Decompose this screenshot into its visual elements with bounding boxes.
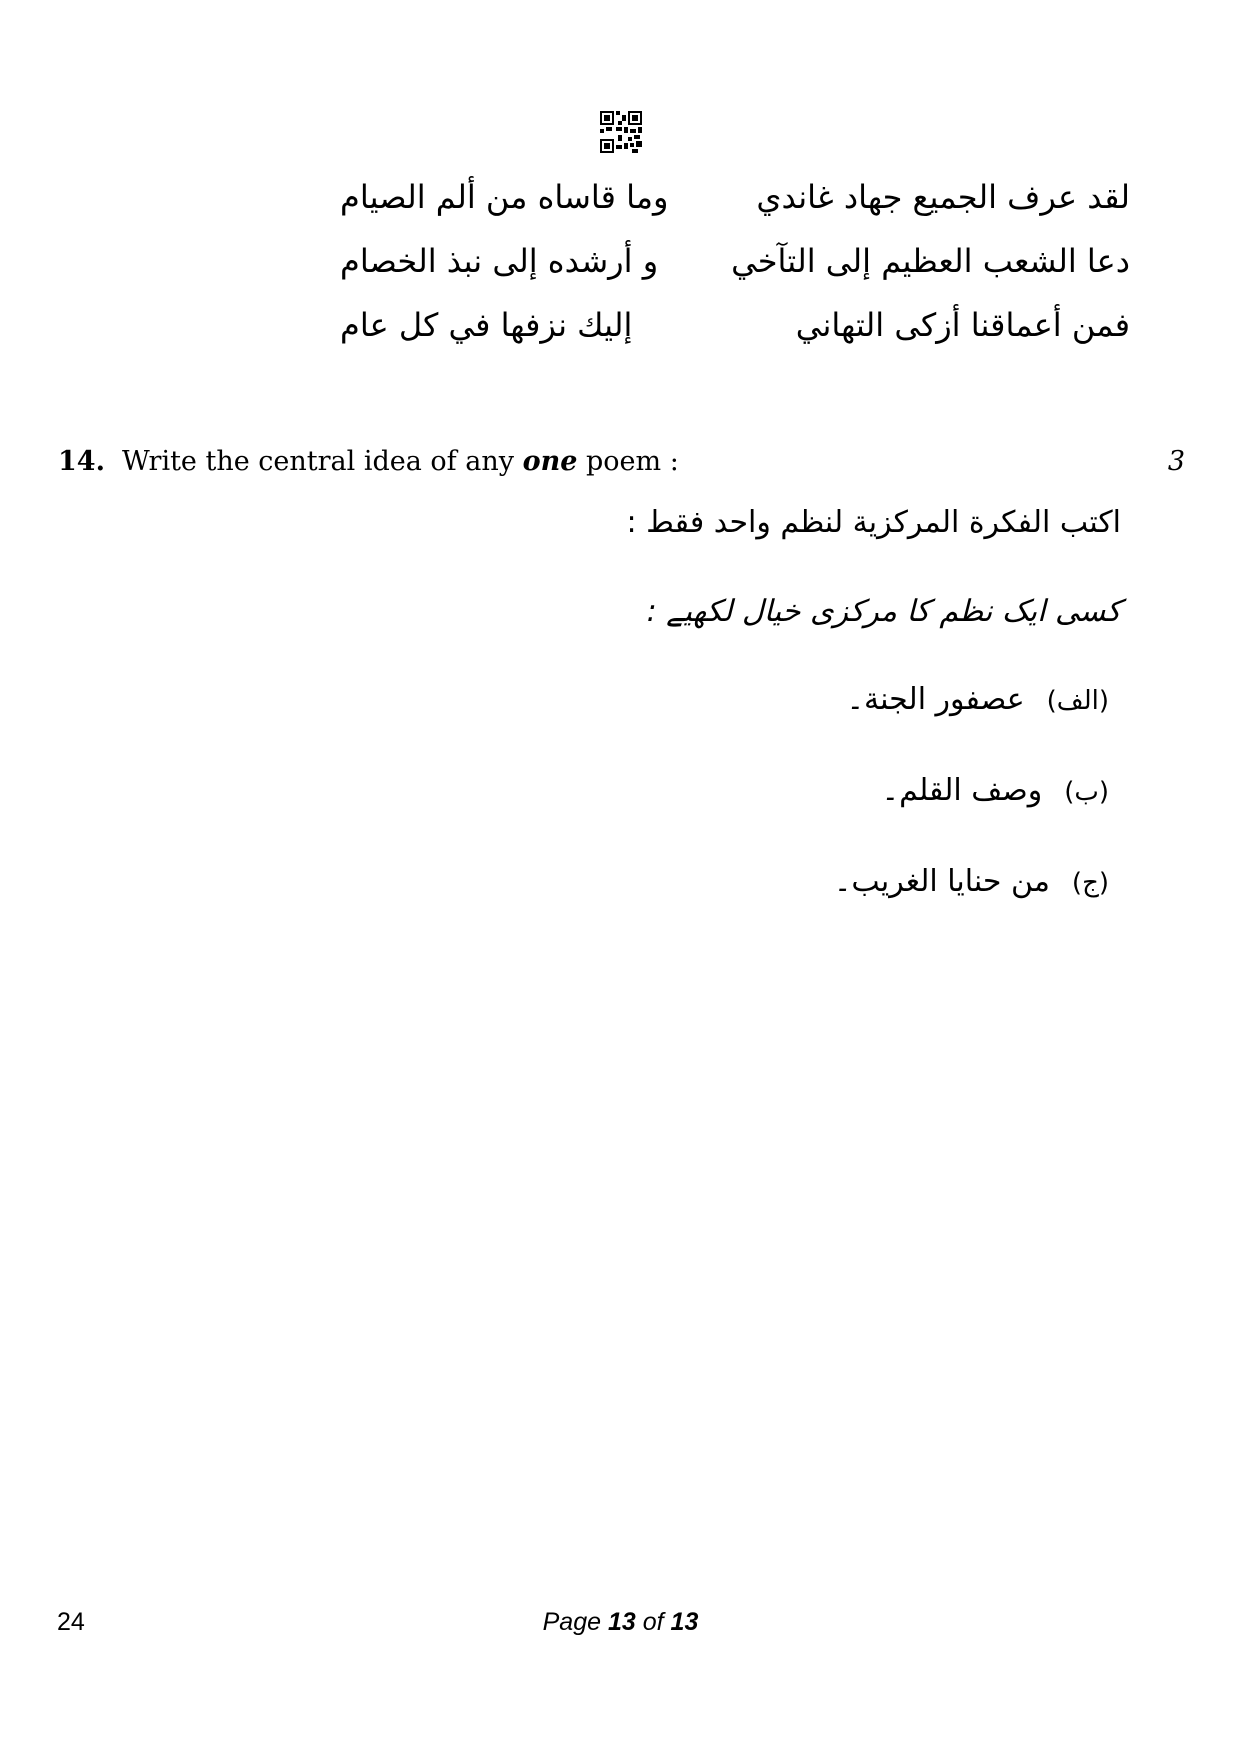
question-text-after: poem : bbox=[577, 446, 679, 477]
footer-code: 24 bbox=[57, 1608, 85, 1636]
option-label: (الف) bbox=[1046, 686, 1109, 716]
question-number: 14. bbox=[58, 446, 105, 477]
poem-first-hemistich: لقد عرف الجميع جهاد غاندي bbox=[756, 178, 1130, 216]
poem-first-hemistich: فمن أعماقنا أزكى التهاني bbox=[795, 306, 1130, 344]
question-text-before: Write the central idea of any bbox=[122, 446, 523, 477]
poem-couplet bbox=[340, 178, 1130, 242]
option-item bbox=[834, 864, 1109, 899]
footer-page-of: of bbox=[642, 1608, 664, 1636]
qr-code-icon bbox=[600, 111, 642, 153]
option-text: من حنایا الغریب۔ bbox=[833, 864, 1050, 899]
poem bbox=[340, 178, 1130, 370]
question-text bbox=[122, 446, 679, 477]
arabic-instruction: اكتب الفكرة المركزية لنظم واحد فقط : bbox=[626, 505, 1121, 540]
poem-first-hemistich: دعا الشعب العظيم إلى التآخي bbox=[731, 242, 1130, 280]
question-marks: 3 bbox=[1167, 446, 1185, 477]
option-label: (ب) bbox=[1064, 777, 1109, 807]
poem-second-hemistich: و أرشده إلى نبذ الخصام bbox=[340, 242, 659, 280]
question-text-emphasis: one bbox=[522, 446, 578, 477]
footer-page-word: Page bbox=[542, 1608, 602, 1636]
option-label: (ج) bbox=[1071, 868, 1109, 898]
footer-page-current: 13 bbox=[607, 1608, 636, 1636]
option-text: عصفور الجنة۔ bbox=[846, 682, 1025, 717]
option-text: وصف القلم۔ bbox=[881, 773, 1043, 808]
option-item bbox=[846, 682, 1109, 717]
poem-couplet bbox=[340, 242, 1130, 306]
option-item bbox=[882, 773, 1109, 808]
footer-page-total: 13 bbox=[670, 1608, 699, 1636]
footer-page-number bbox=[0, 1608, 1241, 1637]
urdu-instruction: کسی ایک نظم کا مرکزی خیال لکھیے : bbox=[646, 594, 1121, 629]
poem-couplet bbox=[340, 306, 1130, 370]
poem-second-hemistich: وما قاساه من ألم الصيام bbox=[340, 178, 669, 216]
poem-second-hemistich: إليك نزفها في كل عام bbox=[340, 306, 633, 344]
